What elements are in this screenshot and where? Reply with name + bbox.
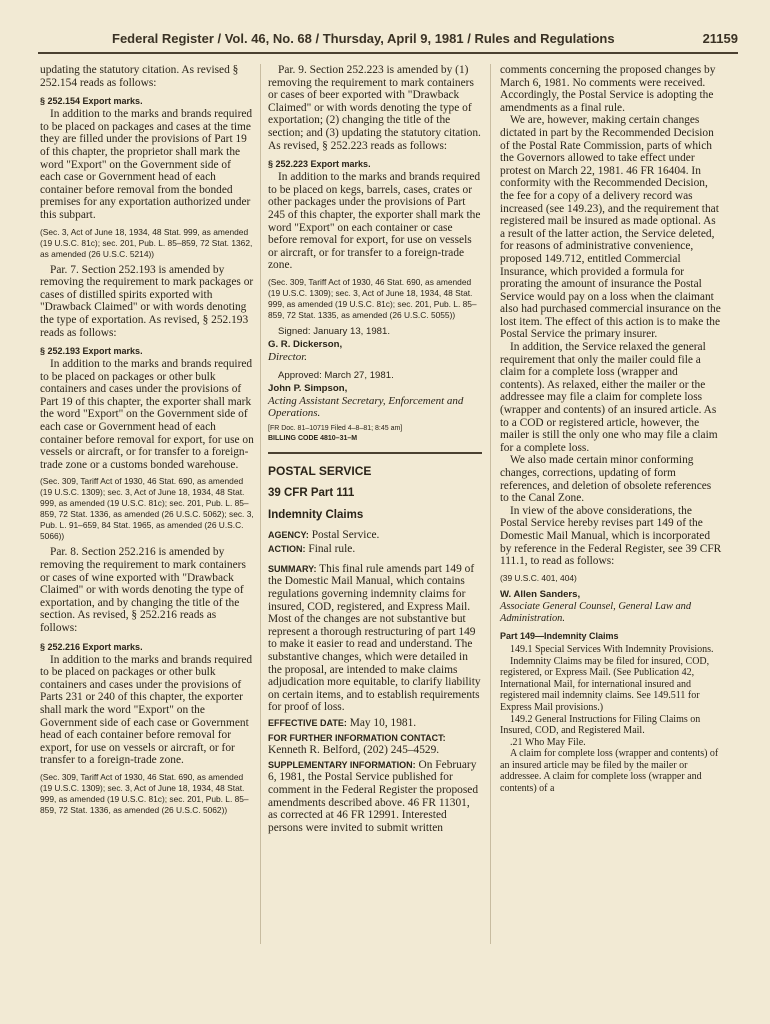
supplementary-info (268, 759, 482, 835)
column-separator (260, 64, 261, 944)
paragraph: updating the statutory citation. As revised § 252.154 reads as follows: (40, 64, 239, 89)
billing-code: BILLING CODE 4810–31–M (268, 434, 358, 442)
paragraph: In addition, the Service relaxed the general requirement that only the mailer could file a claim for a complete loss (wrapper and contents). As relaxed, either the mailer or the addressee may file a claim for complete loss (wrapper and contents) of an insured article. As to a COD or registered article, however, the mailer is still the only one who may file a claim for a complete loss. (500, 341, 718, 454)
paragraph: comments concerning the proposed changes by March 6, 1981. No comments were received. Accordingly, the Postal Service is adopting the amendments as a final rule. (500, 64, 716, 114)
supplementary-text: On February 6, 1981, the Postal Service published for comment in the Federal Register the proposed amendments described above. 46 FR 11301, as corrected at 46 FR 12991. Interested persons were invited to submit written (268, 758, 479, 834)
fr-doc-line: [FR Doc. 81–10719 Filed 4–8–81; 8:45 am] (268, 424, 403, 432)
section-title: 149.2 General Instructions for Filing Claims on Insured, COD, and Registered Mail. (500, 713, 701, 737)
column-2 (268, 64, 482, 834)
signer-title: Acting Assistant Secretary, Enforcement and Operations. (268, 394, 464, 420)
cfr-part: 39 CFR Part 111 (268, 486, 355, 499)
paragraph: We also made certain minor conforming changes, corrections, updating of form references, and deletion of obsolete references to the Canal Zone. (500, 454, 712, 505)
section-heading: § 252.216 Export marks. (40, 641, 143, 652)
section-heading: § 252.154 Export marks. (40, 96, 143, 107)
action-value: Final rule. (308, 543, 356, 556)
paragraph: Indemnity Claims may be filed for insured, COD, registered, or Express Mail. (See Publication 42, International Mail, for international insured and registered mail indemnity claims. See 149.511 for Express Mail provisions.) (500, 655, 710, 713)
agency-value: Postal Service. (311, 528, 380, 541)
running-head: Federal Register / Vol. 46, No. 68 / Thursday, April 9, 1981 / Rules and Regulations (112, 31, 615, 46)
approved-date: Approved: March 27, 1981. (278, 369, 394, 381)
column-3 (500, 64, 722, 795)
summary-text: This final rule amends part 149 of the Domestic Mail Manual, which contains regulations governing indemnity claims for insured, COD, registered, and Express Mail. Most of the changes are not substantive but represent a thorough restructuring of part 149 to make it easier to read and understand. The substantive changes, which were detailed in the proposal, are intended to make claims adjudication more equitable, to clarify liability on certain items, and to establish requirements for proof of loss. (268, 562, 481, 714)
paragraph: We are, however, making certain changes dictated in part by the Recommended Decision of the Postal Rate Commission, parts of which the Governors allowed to take effect under protest on March 22, 1981. 46 FR 16404. In conformity with the Recommended Decision, the fee for a copy of a delivery record was increased (see 149.23), and the requirement that registered mail be insured as made optional. As a result of the latter action, the Service deleted, for reasons of administrative convenience, proposed 149.712, entitled Commercial Insurance, which provided a formula for prorating the amount of insurance the Postal Service would pay on a loss when the claimant also had purchased commercial insurance on the lost item. The effect of this action is to make the Postal Service the primary insurer. (500, 114, 721, 341)
citation: (Sec. 309, Tariff Act of 1930, 46 Stat. 690, as amended (19 U.S.C. 1309); sec. 3, Act of June 18, 1934, 48 Stat. 999, as amended (19 U.S.C. 81c); sec. 201, Pub. L. 85–859, 72 Stat. 1336, as amended (26 U.S.C. 5062); sec. 3, Pub. L. 91–659, 84 Stat. 1965, as amended (26 U.S.C. 5066)) (40, 476, 254, 542)
action-label: ACTION: (268, 544, 306, 555)
signer-name: John P. Simpson, (268, 382, 348, 394)
section-heading: § 252.193 Export marks. (40, 346, 143, 357)
effective-date-line (268, 717, 482, 730)
further-info-line (268, 732, 482, 757)
citation: (Sec. 309, Tariff Act of 1930, 46 Stat. 690, as amended (19 U.S.C. 1309); sec. 3, Act of June 18, 1934, 48 Stat. 999, as amended (19 U.S.C. 81c); sec. 201, Pub. L. 85–859, 72 Stat. 1335, as amended (26 U.S.C. 5055)) (268, 276, 477, 320)
effective-date-value: May 10, 1981. (349, 717, 417, 729)
effective-date-label: EFFECTIVE DATE: (268, 718, 347, 728)
page-header (38, 30, 738, 52)
column-1 (40, 64, 254, 820)
citation: (Sec. 3, Act of June 18, 1934, 48 Stat. 999, as amended (19 U.S.C. 81c); sec. 201, Pub. L. 85–859, 72 Stat. 1362, as amended (26 U.S.C. 5214)) (40, 226, 253, 259)
summary-label: SUMMARY: (268, 563, 317, 574)
part-heading: Part 149—Indemnity Claims (500, 630, 619, 641)
paragraph: Par. 8. Section 252.216 is amended by removing the requirement to mark containers or cases of wine exported with "Drawback Claimed" or with words denoting the type of exportation, and by changing the title of the section. As revised, § 252.216 reads as follows: (40, 546, 246, 634)
citation: (Sec. 309, Tariff Act of 1930, 46 Stat. 690, as amended (19 U.S.C. 1309); sec. 3, Act of June 18, 1934, 48 Stat. 999, as amended (19 U.S.C. 81c); sec. 201, Pub. L. 85–859, 72 Stat. 1336, as amended (26 U.S.C. 5062)) (40, 771, 249, 815)
supplementary-label: SUPPLEMENTARY INFORMATION: (268, 759, 416, 770)
paragraph: In addition to the marks and brands required to be placed on kegs, barrels, cases, crates or other packages under the provisions of Part 245 of this chapter, the exporter shall mark the word "Export" on each container or case before removal for export, for use on vessels or aircraft, or for transfer to a foreign-trade zone. (268, 171, 481, 272)
section-title: .21 Who May File. (510, 736, 586, 748)
page-number: 21159 (702, 31, 738, 46)
paragraph: In view of the above considerations, the Postal Service hereby revises part 149 of the Domestic Mail Manual, which is incorporated by reference in the Federal Register, see 39 CFR 111.1, to read as follows: (500, 504, 722, 568)
header-rule (38, 52, 738, 54)
agency-label: AGENCY: (268, 529, 309, 540)
section-title: 149.1 Special Services With Indemnity Provisions. (510, 643, 714, 655)
paragraph: Par. 9. Section 252.223 is amended by (1) removing the requirement to mark containers or cases of beer exported with "Drawback Claimed" or with words denoting the type of exportation; (2) changing the title of the section; and (3) updating the statutory citation. As revised, § 252.223 reads as follows: (268, 64, 481, 152)
signer-title: Director. (268, 350, 308, 363)
paragraph: In addition to the marks and brands required to be placed on packages and cases at the time they are filled under the provisions of Part 19 of this chapter, the proprietor shall mark the word "Export" on the Government side of each case or Government head of each container before removal from the bonded premises for any exportation authorized under this subpart. (40, 108, 253, 221)
column-separator (490, 64, 491, 944)
agency-line (268, 529, 482, 542)
signed-date: Signed: January 13, 1981. (278, 325, 391, 337)
agency-heading: POSTAL SERVICE (268, 463, 372, 478)
signer-name: G. R. Dickerson, (268, 338, 343, 350)
section-divider (268, 452, 482, 454)
paragraph: In addition to the marks and brands required to be placed on packages or other bulk containers and cases under the provisions of Parts 231 or 240 of this chapter, the exporter shall mark the word "Export" on the Government side of each case or Government head of each container before removal for export, for use on vessels or aircraft, or for transfer to a foreign-trade zone. (40, 653, 253, 767)
further-info-value: Kenneth R. Belford, (202) 245–4529. (268, 744, 440, 757)
subject-heading: Indemnity Claims (268, 508, 364, 521)
action-line (268, 543, 482, 556)
authority-citation: (39 U.S.C. 401, 404) (500, 572, 577, 583)
signer-name: W. Allen Sanders, (500, 588, 581, 600)
signer-title: Associate General Counsel, General Law and Administration. (500, 600, 692, 625)
further-info-label: FOR FURTHER INFORMATION CONTACT: (268, 732, 446, 743)
paragraph: A claim for complete loss (wrapper and contents) of an insured article may be filed by the mailer or addressee. A claim for complete loss (wrapper and contents) of a (500, 748, 719, 795)
paragraph: Par. 7. Section 252.193 is amended by removing the requirement to mark packages or cases of distilled spirits exported with "Drawback Claimed" or with words denoting the type of exportation. As revised, § 252.193 reads as follows: (40, 263, 254, 339)
summary (268, 563, 482, 714)
paragraph: In addition to the marks and brands required to be placed on packages or other bulk containers and cases under the provisions of Part 19 of this chapter, the exporter shall mark the word "Export" on the Government side of each case or Government head of each container before removal for export, for use on vessels or aircraft, or for transfer to a foreign-trade zone or a customs bonded warehouse. (40, 358, 254, 471)
section-heading: § 252.223 Export marks. (268, 159, 371, 170)
